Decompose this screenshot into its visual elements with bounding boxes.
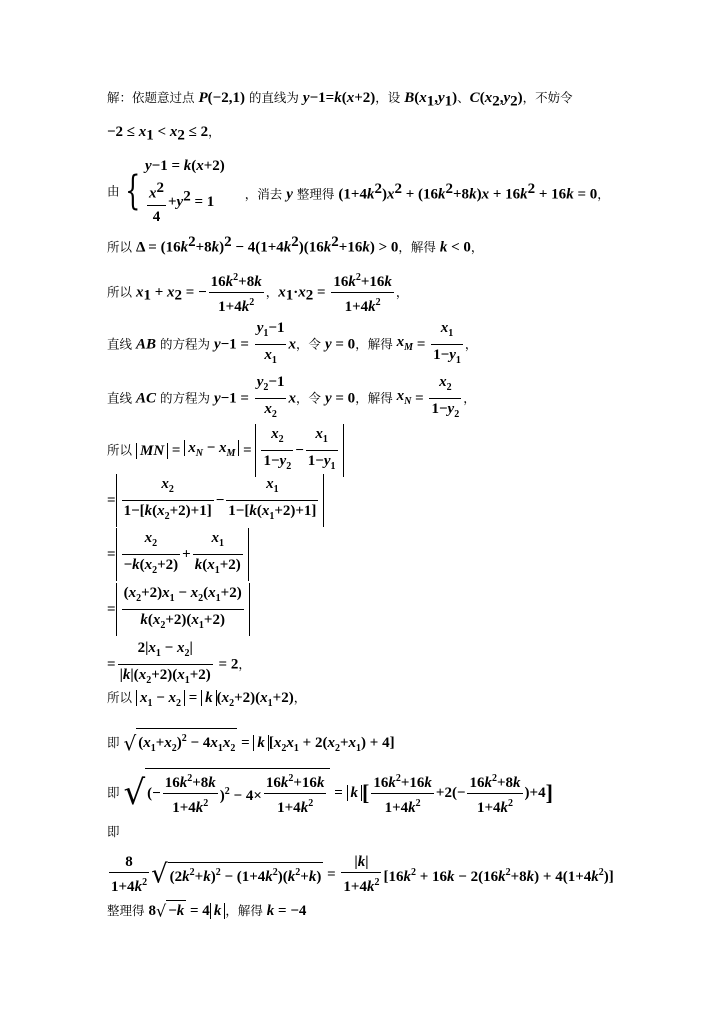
solution-line-11: = $\frac{(x_2+2)x_1 - x_2(x_1+2)}{k(x_2+2)(x_1+2)}$ xyxy=(107,583,250,636)
solution-line-2: $-2 \le x_1 < x_2 \le 2$， xyxy=(107,124,221,144)
solution-line-5: 所以 $x_1 + x_2$ = − $\frac{16k^2+8k}{1+4k^2}$ ，$x_1\cdot x_2$ = $\frac{16k^2+16k}{1+4k^2}$ ， xyxy=(107,268,408,317)
solution-line-4: 所以 $\Delta = (16k^2+8k)^2 - 4(1+4k^2)(16k^2+16k) > 0$，解得 k < 0， xyxy=(107,234,484,256)
solution-line-16: 即 xyxy=(107,824,120,839)
solution-line-3: 由 { y−1 = k(x+2) $\frac{x^2}{4}$ $+y^2 = 1$ ，消去 y 整理得 $(1+4k^2)x^2 + (16k^2+8k)x + 16k^2 + 16k = 0$， xyxy=(107,158,610,225)
solution-line-9: = $\frac{x_2}{1-[k(x_2+2)+1]}$ − $\frac{x_1}{1-[k(x_1+2)+1]}$ xyxy=(107,474,324,527)
solution-line-12: = $\frac{2|x_1 - x_2|}{|k|(x_2+2)(x_1+2)}$ = 2， xyxy=(107,640,251,686)
solution-line-8: 所以 MN = $x_N - x_M$ = $\frac{x_2}{1-y_2}$ − $\frac{x_1}{1-y_1}$ xyxy=(107,424,344,477)
solution-line-7: 直线 AC 的方程为 y−1 = $\frac{y_2-1}{x_2}$ x，令 y = 0，解得 $x_N$ = $\frac{x_2}{1-y_2}$ ， xyxy=(107,374,476,420)
solution-line-1: 解：依题意过点 P(−2,1) 的直线为 y−1=k(x+2)，设 $B(x_1,y_1)$、$C(x_2,y_2)$，不妨令 xyxy=(107,90,573,110)
solution-line-15: 即 √ (− $\frac{16k^2+8k}{1+4k^2}$ )$^2$ − 4× $\frac{16k^2+16k}{1+4k^2}$ = k [ $\frac{16k^2+16k}{1+4k^2}$ +2(− $\frac{16k^2+8k}{1+4k^2}$ )+4] xyxy=(107,768,553,818)
solution-line-6: 直线 AB 的方程为 y−1 = $\frac{y_1-1}{x_1}$ x，令 y = 0，解得 $x_M$ = $\frac{x_1}{1-y_1}$ ， xyxy=(107,320,478,366)
solution-line-17: $\frac{8}{1+4k^2}$ √ $(2k^2+k)^2 - (1+4k^2)(k^2+k)$ = $\frac{|k|}{1+4k^2}$ $[16k^2 + 16k - 2(16k^2+8k) + 4(1+4k^2)]$ xyxy=(111,854,614,895)
text: 解：依题意过点 xyxy=(107,90,199,105)
solution-line-10: = $\frac{x_2}{-k(x_2+2)}$ + $\frac{x_1}{k(x_1+2)}$ xyxy=(107,528,249,581)
solution-line-14: 即 √ $(x_1+x_2)^2 - 4x_1x_2 = k$ $[x_2x_1 + 2(x_2+x_1) + 4]$ xyxy=(107,728,395,759)
solution-line-18: 整理得 8√ −k = 4 k ，解得 k = −4 xyxy=(107,901,307,921)
solution-line-13: 所以 $x_1 - x_2 = k$ $(x_2+2)(x_1+2)$， xyxy=(107,690,307,709)
